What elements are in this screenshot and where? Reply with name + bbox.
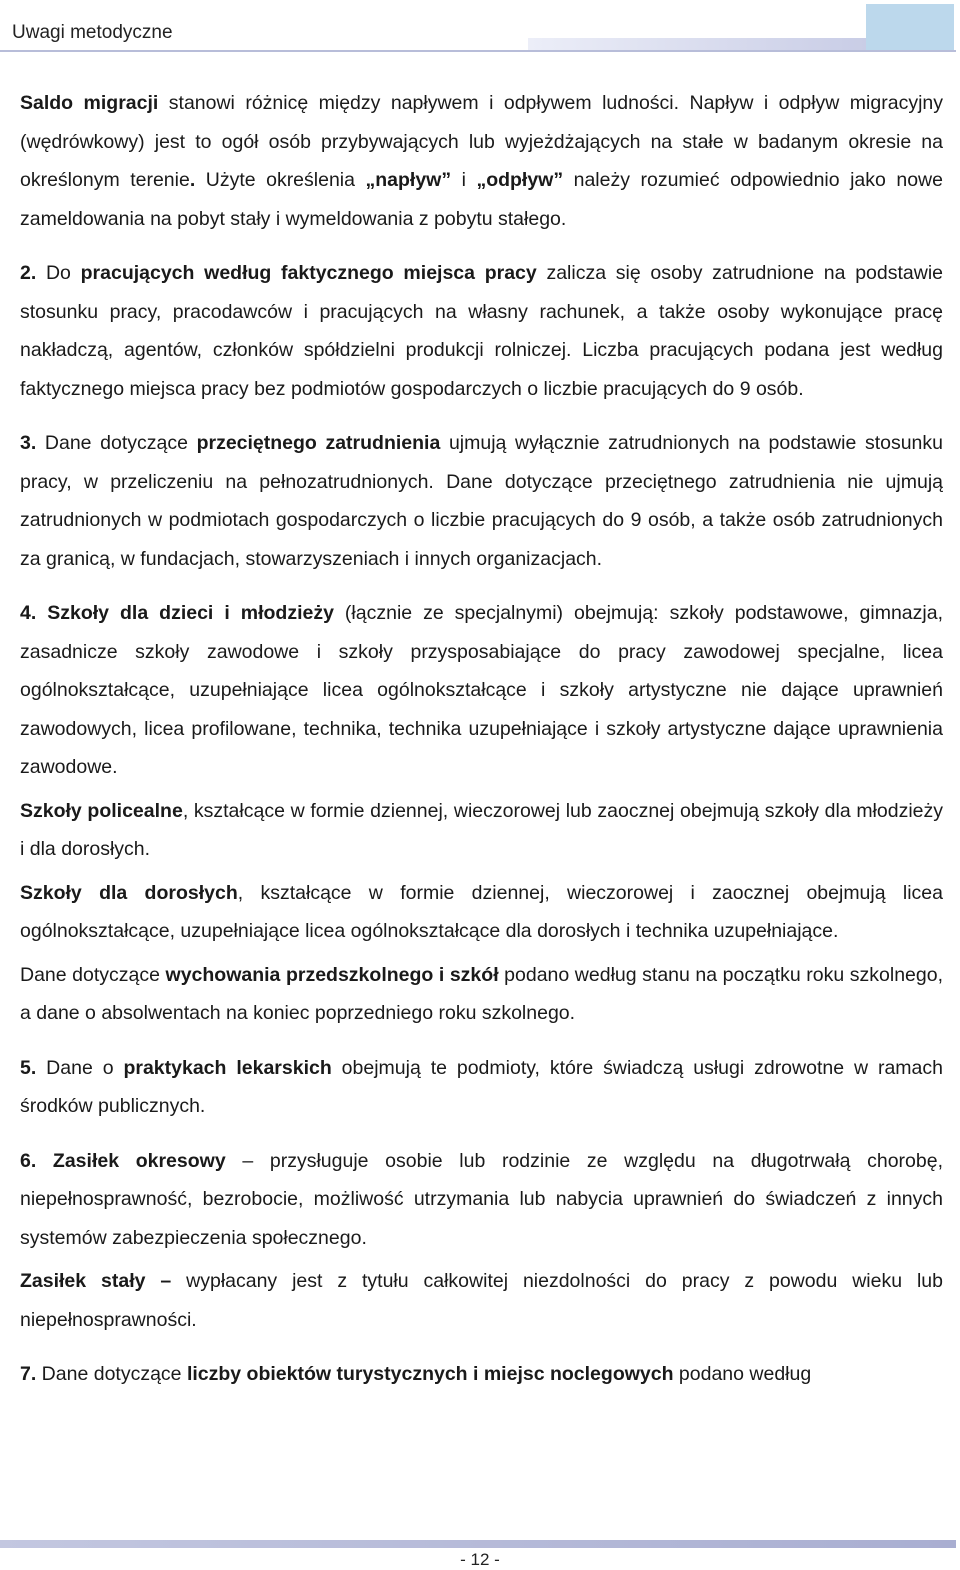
bold-term: Zasiłek stały – bbox=[20, 1270, 172, 1292]
bold-term: liczby obiektów turystycznych i miejsc noclegowych bbox=[186, 1363, 674, 1385]
paragraph-szkoly-doroslych bbox=[20, 874, 943, 951]
text-run: wypłacany jest z tytułu całkowitej niezdolności do pracy z powodu wieku lub niepełnosprawności. bbox=[20, 1270, 943, 1331]
bold-term: Saldo migracji bbox=[20, 92, 159, 114]
text-run: Dane o bbox=[36, 1056, 124, 1079]
paragraph-pracujacy bbox=[20, 254, 943, 408]
document-body bbox=[20, 84, 943, 1394]
paragraph-obiekty-turystyczne bbox=[20, 1355, 943, 1394]
paragraph-praktyki-lekarskie bbox=[20, 1049, 943, 1126]
page-number: - 12 - bbox=[460, 1550, 500, 1569]
text-run: ujmują wyłącznie zatrudnionych na podstawie stosunku pracy, w przeliczeniu na pełnozatrudnionych. Dane dotyczące przeciętnego zatrudnienia nie ujmują zatrudnionych w podmiotach gospodarczych o liczbie pracujących do 9 osób, a także osób zatrudnionych za granicą, w fundacjach, stowarzyszeniach i innych organizacjach. bbox=[20, 432, 943, 570]
bold-term: pracujących według faktycznego miejsca pracy bbox=[80, 262, 537, 284]
paragraph-zasilek-staly bbox=[20, 1262, 943, 1339]
bold-term: 6. Zasiłek okresowy bbox=[20, 1149, 226, 1172]
bold-term: wychowania przedszkolnego i szkół bbox=[165, 963, 499, 986]
paragraph-wychowanie-przedszkolne bbox=[20, 956, 943, 1033]
text-run: (łącznie ze specjalnymi) obejmują: szkoły podstawowe, gimnazja, zasadnicze szkoły zawodowe i szkoły przysposabiające do pracy zawodowej specjalne, licea ogólnokształcące, uzupełniające licea ogólnokształcące i szkoły artystyczne nie dające uprawnień zawodowych, licea profilowane, technika, technika uzupełniające i szkoły artystyczne dające uprawnienia zawodowe. bbox=[20, 602, 943, 778]
footer-rule bbox=[0, 1540, 956, 1548]
bold-term: 3. bbox=[20, 432, 37, 454]
text-run: – przysługuje osobie lub rodzinie ze względu na długotrwałą chorobę, niepełnosprawność, bezrobocie, możliwość utrzymania lub nabycia uprawnień do świadczeń z innych systemów zabezpieczenia społecznego. bbox=[20, 1149, 944, 1249]
text-run: , kształcące w formie dziennej, wieczorowej i zaocznej obejmują licea ogólnokształcące, uzupełniające licea ogólnokształcące dla dorosłych i technika uzupełniające. bbox=[20, 881, 943, 942]
bold-term: 4. Szkoły dla dzieci i młodzieży bbox=[20, 602, 334, 624]
text-run: Dane dotyczące bbox=[36, 432, 197, 454]
text-run: i bbox=[451, 169, 477, 191]
paragraph-zasilek-okresowy bbox=[20, 1142, 943, 1258]
paragraph-szkoly-policealne bbox=[20, 792, 943, 869]
header-rule bbox=[0, 50, 956, 52]
text-run: , kształcące w formie dziennej, wieczorowej lub zaocznej obejmują szkoły dla młodzieży i dla dorosłych. bbox=[20, 799, 944, 860]
header-decor-block bbox=[866, 4, 954, 52]
bold-term: . bbox=[189, 169, 196, 191]
bold-term: „odpływ” bbox=[476, 169, 564, 191]
bold-term: Szkoły dla dorosłych bbox=[20, 881, 238, 904]
paragraph-przecietne-zatrudnienie bbox=[20, 424, 943, 578]
bold-term: „napływ” bbox=[365, 169, 452, 191]
header-decor-bar bbox=[528, 38, 866, 50]
bold-term: 7. bbox=[20, 1363, 37, 1385]
text-run: podano według bbox=[673, 1363, 812, 1385]
bold-term: Szkoły policealne bbox=[20, 799, 183, 822]
text-run: podano według stanu na początku roku szkolnego, a dane o absolwentach na koniec poprzedniego roku szkolnego. bbox=[20, 963, 943, 1024]
page-header bbox=[0, 0, 960, 60]
bold-term: 5. bbox=[20, 1056, 37, 1079]
text-run: Dane dotyczące bbox=[36, 1363, 187, 1385]
paragraph-saldo-migracji bbox=[20, 84, 943, 238]
text-run: zalicza się osoby zatrudnione na podstawie stosunku pracy, pracodawców i pracujących na własny rachunek, a także osoby wykonujące pracę nakładczą, agentów, członków spółdzielni produkcji rolniczej. Liczba pracujących podana jest według faktycznego miejsca pracy bez podmiotów gospodarczych o liczbie pracujących do 9 osób. bbox=[20, 262, 944, 400]
text-run: Dane dotyczące bbox=[20, 963, 166, 986]
header-title: Uwagi metodyczne bbox=[12, 22, 173, 43]
bold-term: 2. bbox=[20, 262, 37, 284]
paragraph-szkoly-dzieci bbox=[20, 594, 943, 787]
text-run: Użyte określenia bbox=[195, 169, 366, 191]
text-run: należy rozumieć odpowiednio jako nowe zameldowania na pobyt stały i wymeldowania z pobytu stałego. bbox=[20, 169, 943, 230]
text-run: Do bbox=[36, 262, 81, 284]
bold-term: praktykach lekarskich bbox=[123, 1056, 332, 1079]
bold-term: przeciętnego zatrudnienia bbox=[196, 432, 441, 454]
text-run: stanowi różnicę między napływem i odpływem ludności. Napływ i odpływ migracyjny (wędrówkowy) jest to ogół osób przybywających lub wyjeżdżających na stałe w badanym okresie na określonym terenie bbox=[20, 92, 943, 191]
text-run: obejmują te podmioty, które świadczą usługi zdrowotne w ramach środków publicznych. bbox=[20, 1056, 943, 1117]
